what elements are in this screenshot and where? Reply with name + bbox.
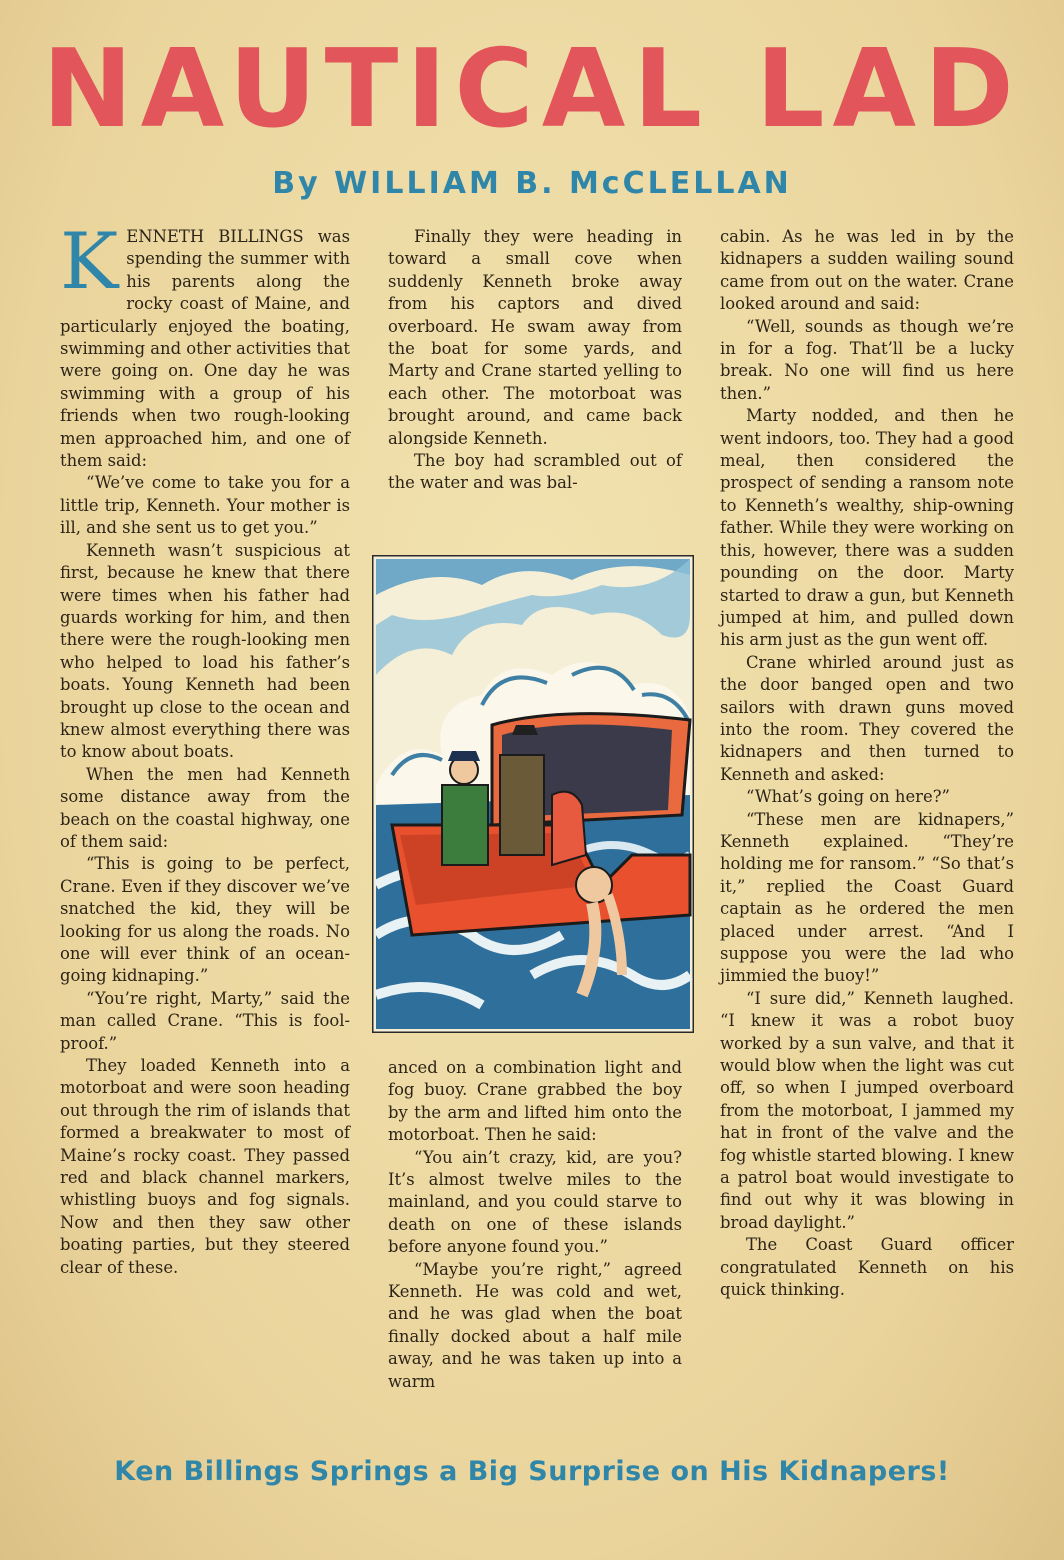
paragraph: cabin. As he was led in by the kidnapers a sudden wailing sound came from out on the water. Crane looked around and said: [720,227,1014,314]
paragraph: “Maybe you’re right,” agreed Kenneth. He was cold and wet, and he was glad when the boat finally docked about a half mile away, and he was taken up into a warm [388,1259,682,1391]
paragraph: They loaded Kenneth into a motorboat and were soon heading out through the rim of islands that formed a breakwater to most of Maine’s rocky coast. They passed red and black channel markers, whistling buoys and fog signals. Now and then they saw other boating parties, but they steered clear of these. [60,1056,350,1277]
paragraph: “I sure did,” Kenneth laughed. “I knew it was a robot buoy worked by a sun valve, and that it would blow when the light was cut off, so when I jumped overboard from the motorboat, I jammed my hat in front of the valve and the fog whistle started blowing. I knew a patrol boat would investigate to find out why it was blowing in broad daylight.” [720,988,1014,1232]
paragraph: Crane whirled around just as the door banged open and two sailors with drawn guns moved into the room. They covered the kidnapers and then turned to Kenneth and asked: [720,652,1014,784]
paragraph: “Well, sounds as though we’re in for a fog. That’ll be a lucky break. No one will find us here then.” [720,316,1014,403]
paragraph: “You’re right, Marty,” said the man called Crane. “This is fool-proof.” [60,988,350,1053]
column-2-bottom [388,1057,682,1393]
column-2-top [388,226,682,495]
paragraph: “This is going to be perfect, Crane. Even if they discover we’ve snatched the kid, they will be looking for us along the roads. No one will ever think of an ocean-going kidnaping.” [60,854,350,986]
column-1 [60,217,350,1279]
paragraph: Marty nodded, and then he went indoors, too. They had a good meal, then considered the prospect of sending a ransom note to Kenneth’s wealthy, ship-owning father. While they were working on this, however, there was a sudden pounding on the door. Marty started to draw a gun, but Kenneth jumped at him, and pulled down his arm just as the gun went off. [720,406,1014,650]
footer-tagline: Ken Billings Springs a Big Surprise on His Kidnapers! [114,1456,950,1487]
paragraph: Kenneth wasn’t suspicious at first, because he knew that there were times when his father had guards working for him, and then there were the rough-looking men who helped to load his father’s boats. Young Kenneth had been brought up close to the ocean and knew almost everything there was to know about boats. [60,540,350,762]
paragraph: The Coast Guard officer congratulated Kenneth on his quick thinking. [720,1235,1014,1300]
story-title: NAUTICAL LAD [42,27,1022,152]
paragraph: When the men had Kenneth some distance away from the beach on the coastal highway, one of them said: [60,764,350,851]
column-3 [720,226,1014,1302]
paragraph: ENNETH BILLINGS was spending the summer with his parents along the rocky coast of Maine, and particularly enjoyed the boating, swimming and other activities that were going on. One day he was swimming with a group of his friends when two rough-looking men approached him, and one of them said: [60,227,350,471]
byline: By WILLIAM B. McCLELLAN [272,166,792,201]
paragraph: “These men are kidnapers,” Kenneth explained. “They’re holding me for ransom.” “So that’s it,” replied the Coast Guard captain as he ordered the men placed under arrest. “And I suppose you were the lad who jimmied the buoy!” [720,809,1014,986]
paragraph: The boy had scrambled out of the water and was bal- [388,451,682,493]
paragraph: “You ain’t crazy, kid, are you? It’s almost twelve miles to the mainland, and you could starve to death on one of these islands before anyone found you.” [388,1147,682,1257]
paragraph: anced on a combination light and fog buoy. Crane grabbed the boy by the arm and lifted him onto the motorboat. Then he said: [388,1058,682,1145]
paragraph: “What’s going on here?” [746,787,950,807]
paragraph: “We’ve come to take you for a little trip, Kenneth. Your mother is ill, and she sent us to get you.” [60,473,350,538]
paragraph: Finally they were heading in toward a small cove when suddenly Kenneth broke away from his captors and dived overboard. He swam away from the boat for some yards, and Marty and Crane started yelling to each other. The motorboat was brought around, and came back alongside Kenneth. [388,227,682,448]
drop-cap: K [60,217,119,307]
story-illustration [372,555,694,1033]
